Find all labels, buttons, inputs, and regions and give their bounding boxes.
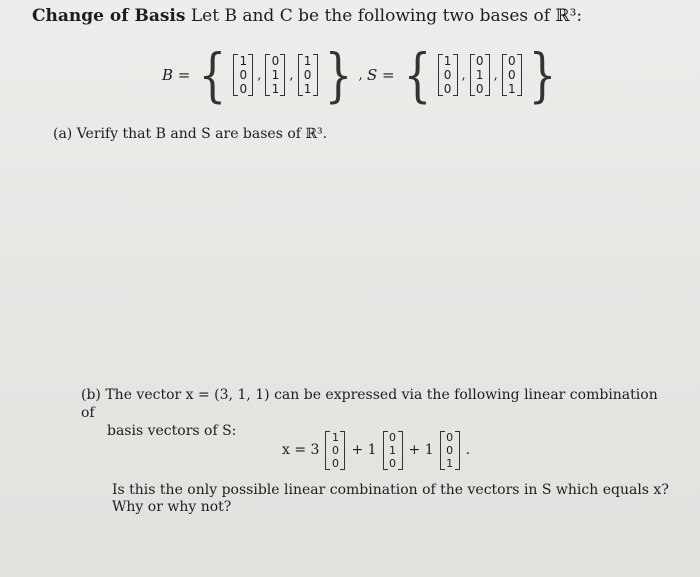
part-b-question [112, 482, 672, 516]
left-brace-icon: { [403, 41, 431, 109]
basis-b-symbol: B = [162, 66, 191, 84]
combo-vector-3: 0 0 1 [443, 431, 457, 470]
basis-s-symbol: S = [367, 66, 395, 84]
basis-s-vector-2: 0 1 0 [473, 54, 487, 96]
question-line-2: Why or why not? [112, 499, 232, 515]
part-b-line-1: (b) The vector x = (3, 1, 1) can be expressed via the following linear combination of [81, 387, 658, 421]
question-line-1: Is this the only possible linear combination of the vectors in S which equals x? [112, 482, 669, 498]
combo-vector-1: 1 0 0 [328, 431, 342, 470]
combo-plus-1: + 1 [351, 442, 377, 458]
linear-combination: x = 3 1 0 0 + 1 0 1 0 + 1 0 0 1 . [282, 430, 471, 470]
combo-x-label: x = 3 [282, 442, 320, 458]
basis-b-vector-3: 1 0 1 [301, 54, 315, 96]
part-a-text: (a) Verify that B and S are bases of ℝ³. [53, 126, 328, 142]
part-b-line-2: basis vectors of S: [107, 423, 237, 439]
basis-b-vector-1: 1 0 0 [236, 54, 250, 96]
right-brace-icon: } [528, 41, 557, 109]
basis-s-vector-3: 0 0 1 [505, 54, 519, 96]
basis-definitions [162, 40, 562, 110]
combo-vector-2: 0 1 0 [386, 431, 400, 470]
problem-title [32, 6, 582, 26]
left-brace-icon: { [198, 41, 227, 109]
basis-b: B = { 1 0 0 , 0 1 1 , 1 0 1 } , [162, 41, 363, 109]
basis-b-vector-2: 0 1 1 [268, 54, 282, 96]
basis-s: S = { 1 0 0 , 0 1 0 , 0 0 1 } [367, 41, 557, 109]
right-brace-icon: } [324, 41, 352, 109]
basis-s-vector-1: 1 0 0 [441, 54, 455, 96]
title-rest: Let B and C be the following two bases of ℝ³: [185, 6, 583, 26]
title-bold: Change of Basis [32, 6, 186, 26]
combo-plus-2: + 1 [408, 442, 434, 458]
